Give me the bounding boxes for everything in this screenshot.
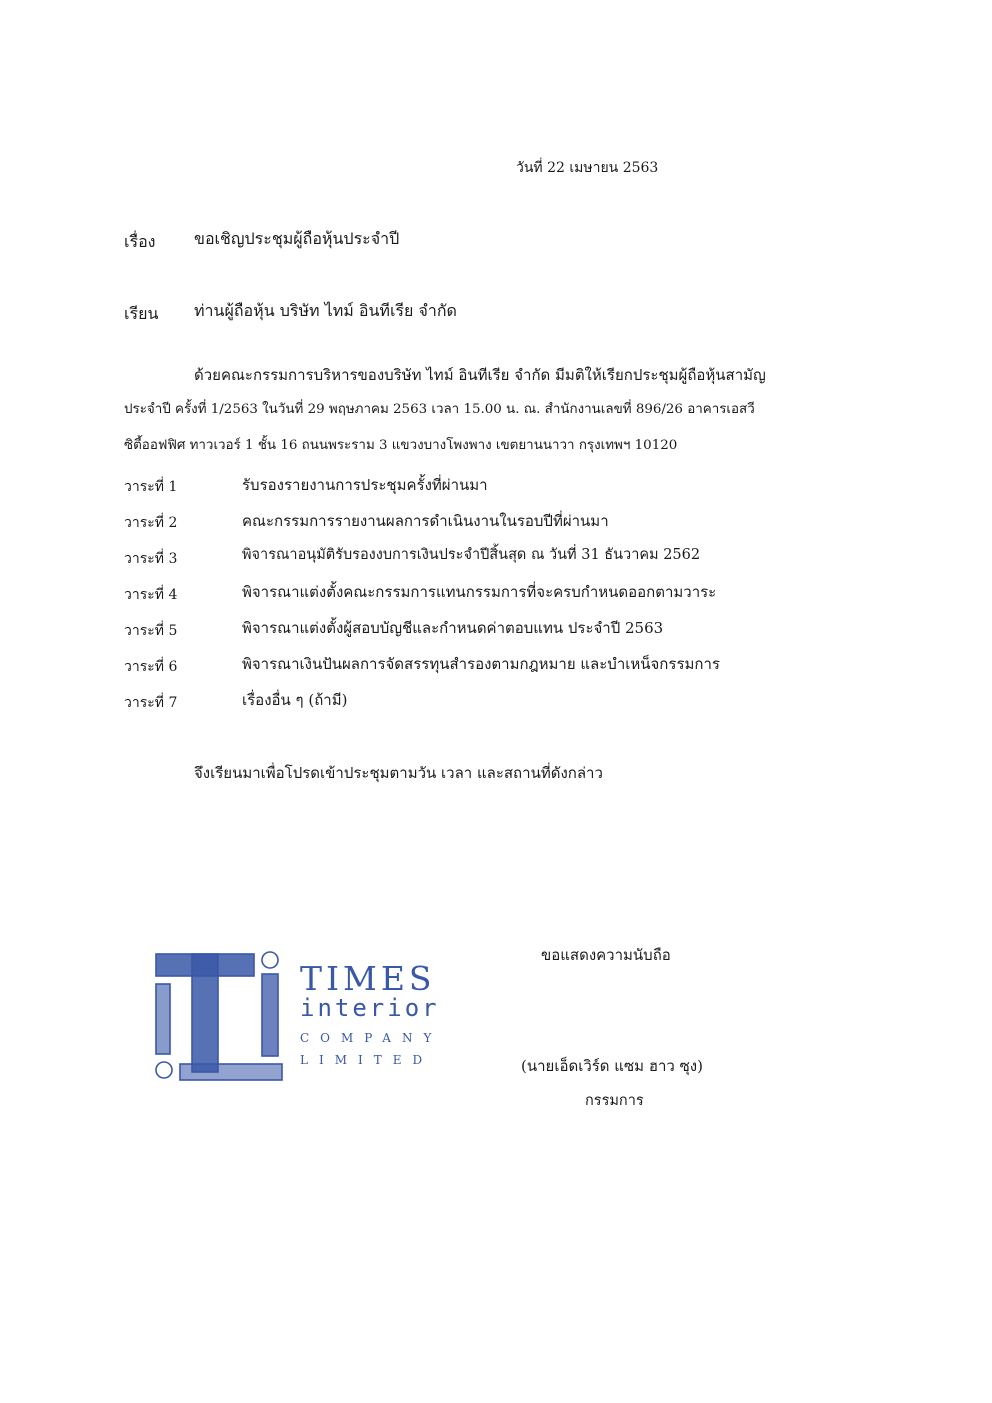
- agenda-text: เรื่องอื่น ๆ (ถ้ามี): [242, 691, 348, 709]
- logo-word-times: TIMES: [300, 959, 436, 998]
- logo-word-limited: LIMITED: [300, 1053, 434, 1067]
- agenda-number: วาระที่ 7: [124, 695, 178, 711]
- body-line: ประจำปี ครั้งที่ 1/2563 ในวันที่ 29 พฤษภาคม 2563 เวลา 15.00 น. ณ. สำนักงานเลขที่ 896/26 อาคารเอสวี: [124, 402, 755, 417]
- agenda-text: พิจารณาเงินปันผลการจัดสรรทุนสำรองตามกฎหมาย และบำเหน็จกรรมการ: [242, 655, 720, 673]
- agenda-number: วาระที่ 5: [124, 623, 178, 639]
- subject-label: เรื่อง: [124, 232, 156, 251]
- agenda-text: พิจารณาอนุมัติรับรองงบการเงินประจำปีสิ้นสุด ณ วันที่ 31 ธันวาคม 2562: [242, 547, 701, 563]
- agenda-text: พิจารณาแต่งตั้งผู้สอบบัญชีและกำหนดค่าตอบแทน ประจำปี 2563: [242, 619, 664, 637]
- recipient-text: ท่านผู้ถือหุ้น บริษัท ไทม์ อินทีเรีย จำกัด: [194, 301, 457, 320]
- subject-text: ขอเชิญประชุมผู้ถือหุ้นประจำปี: [194, 229, 400, 248]
- agenda-text: คณะกรรมการรายงานผลการดำเนินงานในรอบปีที่ผ่านมา: [242, 512, 609, 530]
- agenda-text: พิจารณาแต่งตั้งคณะกรรมการแทนกรรมการที่จะครบกำหนดออกตามวาระ: [242, 583, 717, 601]
- signatory-name: (นายเอ็ดเวิร์ด แซม ฮาว ซุง): [521, 1057, 703, 1075]
- logo-word-interior: interior: [300, 994, 440, 1022]
- body-line: ด้วยคณะกรรมการบริหารของบริษัท ไทม์ อินทีเรีย จำกัด มีมติให้เรียกประชุมผู้ถือหุ้นสามัญ: [194, 366, 766, 384]
- closing-line: จึงเรียนมาเพื่อโปรดเข้าประชุมตามวัน เวลา และสถานที่ดังกล่าว: [194, 764, 603, 782]
- agenda-number: วาระที่ 1: [124, 479, 178, 495]
- company-logo: [150, 948, 470, 1088]
- logo-word-company: COMPANY: [300, 1031, 443, 1045]
- agenda-number: วาระที่ 4: [124, 587, 178, 603]
- date-line: วันที่ 22 เมษายน 2563: [516, 160, 659, 176]
- agenda-number: วาระที่ 3: [124, 551, 178, 567]
- signatory-title: กรรมการ: [585, 1093, 644, 1109]
- logo-mark-icon: [150, 948, 300, 1088]
- body-line: ซิตี้ออฟฟิศ ทาวเวอร์ 1 ชั้น 16 ถนนพระราม 3 แขวงบางโพงพาง เขตยานนาวา กรุงเทพฯ 10120: [124, 438, 678, 453]
- agenda-text: รับรองรายงานการประชุมครั้งที่ผ่านมา: [242, 476, 488, 494]
- agenda-number: วาระที่ 6: [124, 659, 178, 675]
- signoff-regards: ขอแสดงความนับถือ: [541, 946, 671, 964]
- agenda-number: วาระที่ 2: [124, 515, 178, 531]
- recipient-label: เรียน: [124, 304, 159, 323]
